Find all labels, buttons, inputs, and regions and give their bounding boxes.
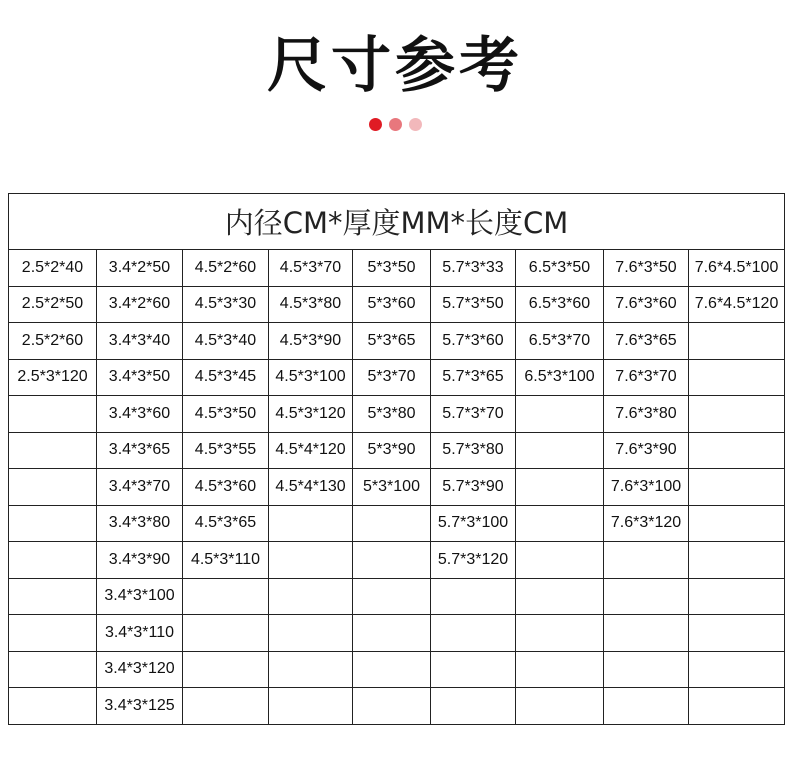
page-title: 尺寸参考 [267, 31, 523, 101]
table-cell: 5.7*3*90 [431, 469, 516, 506]
table-cell [9, 505, 97, 542]
table-row [9, 651, 785, 688]
table-cell [604, 578, 689, 615]
table-cell: 4.5*3*55 [183, 432, 269, 469]
table-cell: 3.4*3*100 [97, 578, 183, 615]
table-cell: 6.5*3*50 [516, 250, 604, 287]
table-cell [604, 688, 689, 725]
table-cell [9, 688, 97, 725]
table-row [9, 615, 785, 652]
table-row [9, 323, 785, 360]
table-cell [353, 615, 431, 652]
table-cell: 3.4*2*50 [97, 250, 183, 287]
table-cell: 4.5*3*70 [269, 250, 353, 287]
table-row [9, 505, 785, 542]
table-row [9, 542, 785, 579]
accent-dot-3 [409, 118, 422, 131]
accent-dot-2 [389, 118, 402, 131]
table-cell [516, 578, 604, 615]
table-cell [9, 651, 97, 688]
table-row [9, 469, 785, 506]
table-cell [516, 469, 604, 506]
table-cell: 7.6*4.5*100 [689, 250, 785, 287]
table-header: 内径CM*厚度MM*长度CM [9, 194, 785, 250]
table-row [9, 396, 785, 433]
table-cell [689, 651, 785, 688]
table-cell: 5.7*3*60 [431, 323, 516, 360]
table-cell: 4.5*3*30 [183, 286, 269, 323]
table-cell [9, 469, 97, 506]
table-cell [183, 578, 269, 615]
table-cell: 4.5*3*120 [269, 396, 353, 433]
table-cell: 7.6*3*50 [604, 250, 689, 287]
table-cell: 5*3*60 [353, 286, 431, 323]
table-cell: 5*3*70 [353, 359, 431, 396]
table-cell: 2.5*2*50 [9, 286, 97, 323]
table-cell: 7.6*4.5*120 [689, 286, 785, 323]
table-cell: 3.4*3*65 [97, 432, 183, 469]
table-row [9, 578, 785, 615]
table-cell: 5.7*3*80 [431, 432, 516, 469]
table-cell [689, 615, 785, 652]
table-cell: 7.6*3*90 [604, 432, 689, 469]
table-cell [689, 542, 785, 579]
table-cell [353, 688, 431, 725]
table-cell [183, 688, 269, 725]
table-cell: 4.5*4*130 [269, 469, 353, 506]
table-cell [269, 542, 353, 579]
table-cell [604, 651, 689, 688]
table-cell: 7.6*3*70 [604, 359, 689, 396]
table-cell [604, 542, 689, 579]
table-row [9, 688, 785, 725]
table-cell: 3.4*3*40 [97, 323, 183, 360]
table-cell: 7.6*3*100 [604, 469, 689, 506]
table-cell: 5*3*90 [353, 432, 431, 469]
table-cell: 5.7*3*100 [431, 505, 516, 542]
table-header-row [9, 194, 785, 250]
table-row [9, 432, 785, 469]
table-cell [689, 688, 785, 725]
table-cell: 4.5*3*80 [269, 286, 353, 323]
table-cell [689, 323, 785, 360]
table-cell: 3.4*3*60 [97, 396, 183, 433]
table-cell: 4.5*3*45 [183, 359, 269, 396]
table-cell: 6.5*3*100 [516, 359, 604, 396]
table-cell: 5.7*3*120 [431, 542, 516, 579]
table-cell [9, 615, 97, 652]
table-cell [431, 688, 516, 725]
table-cell [689, 505, 785, 542]
table-cell: 5*3*80 [353, 396, 431, 433]
table-row [9, 359, 785, 396]
table-cell: 6.5*3*70 [516, 323, 604, 360]
table-cell [9, 578, 97, 615]
table-cell [353, 542, 431, 579]
table-cell [269, 505, 353, 542]
table-cell: 4.5*3*65 [183, 505, 269, 542]
table-cell [269, 578, 353, 615]
table-cell: 3.4*3*80 [97, 505, 183, 542]
table-body [9, 250, 785, 725]
table-cell [9, 542, 97, 579]
table-cell: 4.5*3*40 [183, 323, 269, 360]
table-cell: 3.4*3*70 [97, 469, 183, 506]
table-cell: 4.5*3*60 [183, 469, 269, 506]
accent-dot-1 [369, 118, 382, 131]
table-row [9, 286, 785, 323]
table-cell [431, 578, 516, 615]
table-cell: 2.5*2*40 [9, 250, 97, 287]
table-cell [689, 578, 785, 615]
table-cell: 7.6*3*65 [604, 323, 689, 360]
table-cell [516, 615, 604, 652]
table-row [9, 250, 785, 287]
table-cell [353, 651, 431, 688]
table-cell [516, 542, 604, 579]
table-cell: 5*3*50 [353, 250, 431, 287]
size-table [8, 193, 785, 725]
table-cell: 4.5*3*50 [183, 396, 269, 433]
table-cell: 3.4*2*60 [97, 286, 183, 323]
accent-dots [0, 118, 790, 131]
table-cell [689, 396, 785, 433]
table-cell [689, 432, 785, 469]
table-cell [9, 396, 97, 433]
table-cell [516, 396, 604, 433]
table-cell [183, 615, 269, 652]
table-cell: 4.5*2*60 [183, 250, 269, 287]
table-cell [9, 432, 97, 469]
table-cell: 3.4*3*125 [97, 688, 183, 725]
table-cell: 2.5*2*60 [9, 323, 97, 360]
table-cell: 5.7*3*65 [431, 359, 516, 396]
table-cell: 6.5*3*60 [516, 286, 604, 323]
table-cell: 7.6*3*120 [604, 505, 689, 542]
table-cell: 5.7*3*70 [431, 396, 516, 433]
table-cell [516, 688, 604, 725]
table-cell [353, 505, 431, 542]
table-cell: 4.5*3*110 [183, 542, 269, 579]
table-cell: 5.7*3*33 [431, 250, 516, 287]
table-cell: 5.7*3*50 [431, 286, 516, 323]
table-cell: 5*3*65 [353, 323, 431, 360]
table-cell [516, 432, 604, 469]
table-cell [353, 578, 431, 615]
table-cell [269, 651, 353, 688]
table-cell: 4.5*4*120 [269, 432, 353, 469]
table-cell: 7.6*3*80 [604, 396, 689, 433]
table-cell: 4.5*3*100 [269, 359, 353, 396]
table-cell: 5*3*100 [353, 469, 431, 506]
table-cell [604, 615, 689, 652]
table-cell [516, 651, 604, 688]
table-cell: 7.6*3*60 [604, 286, 689, 323]
table-cell [431, 651, 516, 688]
table-cell [269, 615, 353, 652]
table-cell [516, 505, 604, 542]
table-cell: 3.4*3*120 [97, 651, 183, 688]
table-cell: 3.4*3*90 [97, 542, 183, 579]
table-cell: 2.5*3*120 [9, 359, 97, 396]
table-cell [689, 359, 785, 396]
table-cell [431, 615, 516, 652]
table-cell: 3.4*3*110 [97, 615, 183, 652]
table-cell: 4.5*3*90 [269, 323, 353, 360]
table-cell: 3.4*3*50 [97, 359, 183, 396]
table-cell [689, 469, 785, 506]
table-cell [183, 651, 269, 688]
table-cell [269, 688, 353, 725]
